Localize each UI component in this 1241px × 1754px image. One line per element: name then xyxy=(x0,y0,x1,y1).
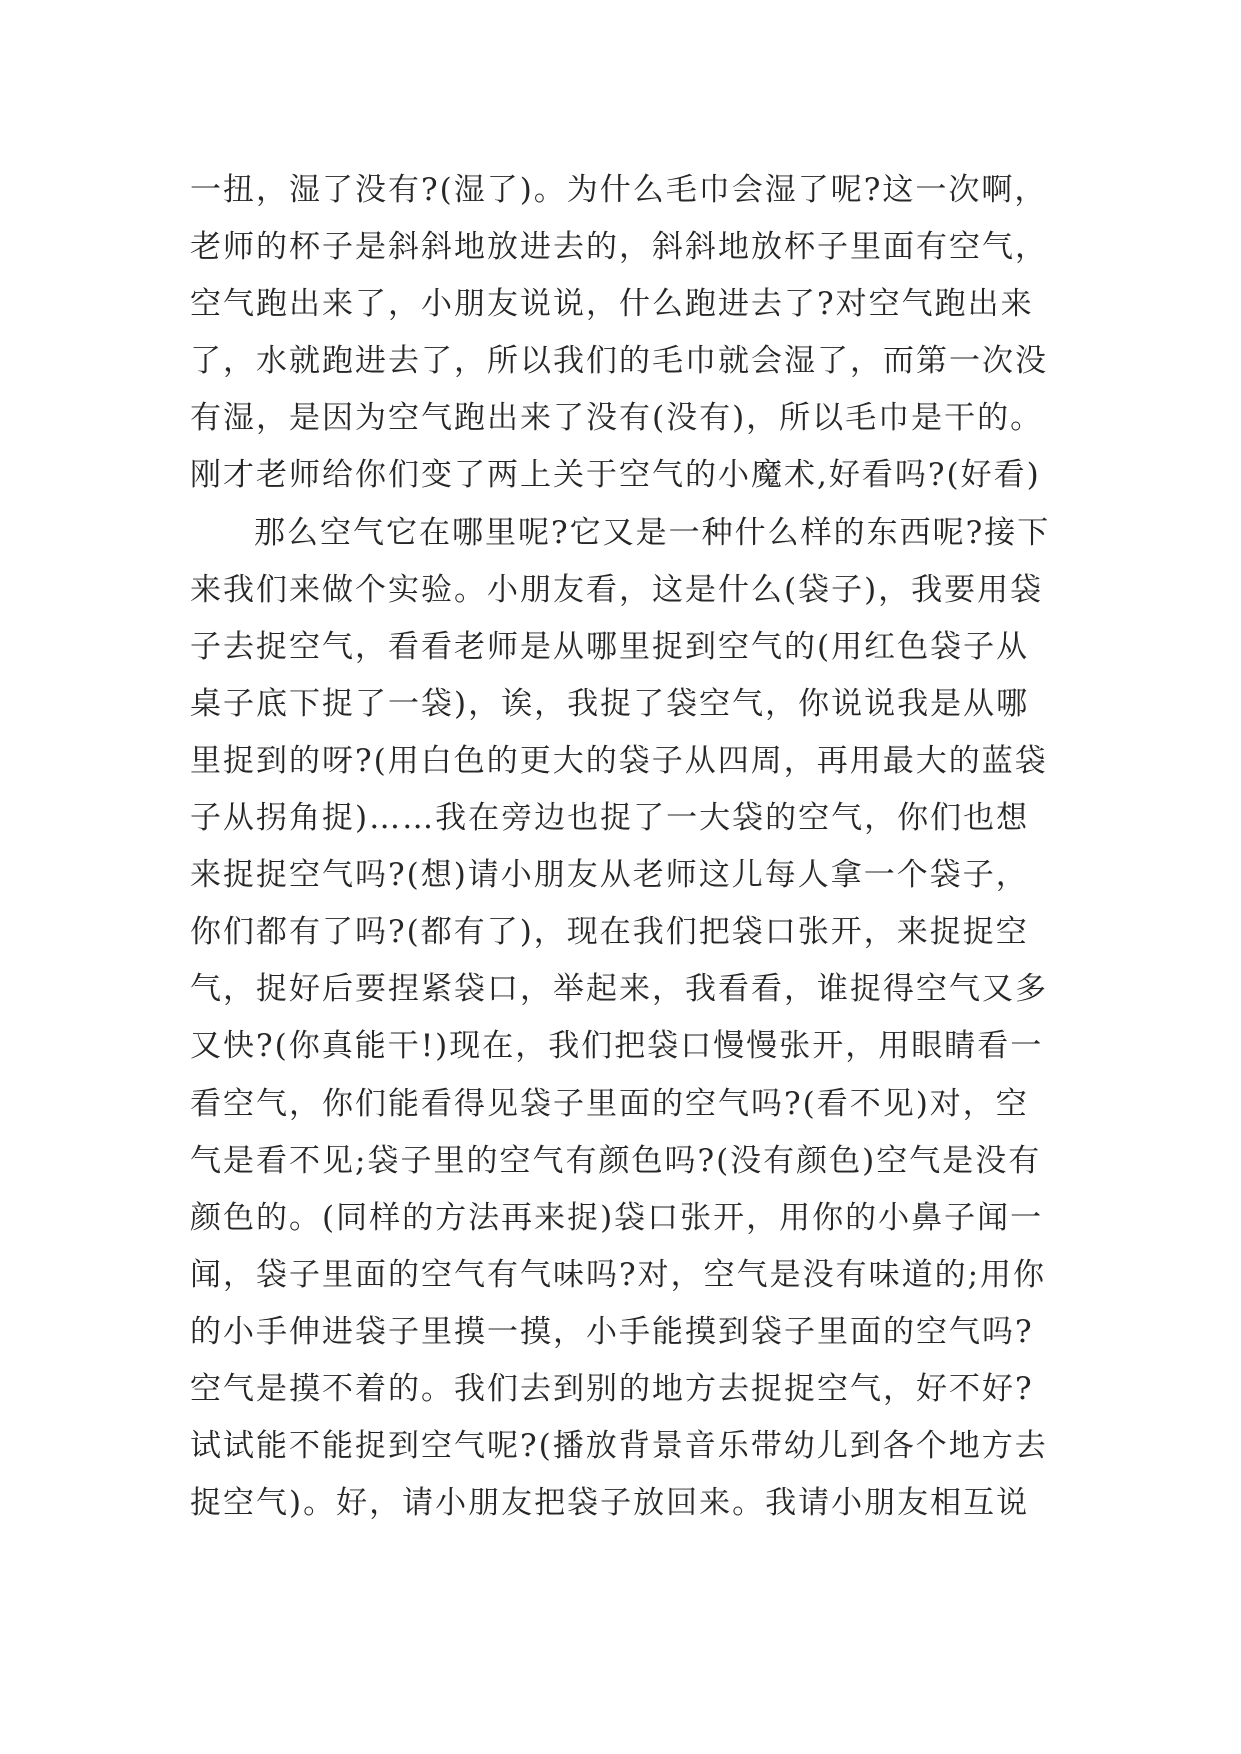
text-line: 颜色的。(同样的方法再来捉)袋口张开，用你的小鼻子闻一 xyxy=(190,1199,1044,1236)
text-line: 了，水就跑进去了，所以我们的毛巾就会湿了，而第一次没 xyxy=(190,343,1048,380)
text-line: 又快?(你真能干!)现在，我们把袋口慢慢张开，用眼睛看一 xyxy=(190,1028,1044,1065)
text-line: 来我们来做个实验。小朋友看，这是什么(袋子)，我要用袋 xyxy=(190,571,1044,608)
text-line: 看空气，你们能看得见袋子里面的空气吗?(看不见)对，空 xyxy=(190,1085,1029,1122)
text-line: 空气跑出来了，小朋友说说，什么跑进去了?对空气跑出来 xyxy=(190,286,1034,323)
text-line: 捉空气)。好，请小朋友把袋子放回来。我请小朋友相互说 xyxy=(190,1485,1030,1522)
text-line: 试试能不能捉到空气呢?(播放背景音乐带幼儿到各个地方去 xyxy=(190,1428,1048,1465)
body-text xyxy=(190,162,1050,1532)
text-line: 桌子底下捉了一袋)，诶，我捉了袋空气，你说说我是从哪 xyxy=(190,685,1030,722)
text-line: 老师的杯子是斜斜地放进去的，斜斜地放杯子里面有空气， xyxy=(190,229,1048,266)
text-line: 子去捉空气，看看老师是从哪里捉到空气的(用红色袋子从 xyxy=(190,628,1030,665)
text-line: 里捉到的呀?(用白色的更大的袋子从四周，再用最大的蓝袋 xyxy=(190,742,1048,779)
text-line: 气，捉好后要捏紧袋口，举起来，我看看，谁捉得空气又多 xyxy=(190,971,1048,1008)
text-line: 有湿，是因为空气跑出来了没有(没有)，所以毛巾是干的。 xyxy=(190,400,1044,437)
paragraph-start-line: 那么空气它在哪里呢?它又是一种什么样的东西呢?接下 xyxy=(254,514,1051,551)
text-line: 刚才老师给你们变了两上关于空气的小魔术,好看吗?(好看) xyxy=(190,457,1041,494)
text-line: 子从拐角捉)……我在旁边也捉了一大袋的空气，你们也想 xyxy=(190,800,1030,837)
text-line: 一扭，湿了没有?(湿了)。为什么毛巾会湿了呢?这一次啊， xyxy=(190,172,1048,208)
text-line: 的小手伸进袋子里摸一摸，小手能摸到袋子里面的空气吗? xyxy=(190,1313,1034,1350)
text-line: 空气是摸不着的。我们去到别的地方去捉捉空气，好不好? xyxy=(190,1370,1034,1407)
text-line: 来捉捉空气吗?(想)请小朋友从老师这儿每人拿一个袋子， xyxy=(190,857,1029,894)
text-line: 气是看不见;袋子里的空气有颜色吗?(没有颜色)空气是没有 xyxy=(190,1142,1042,1179)
text-line: 闻，袋子里面的空气有气味吗?对，空气是没有味道的;用你 xyxy=(190,1256,1047,1293)
text-line: 你们都有了吗?(都有了)，现在我们把袋口张开，来捉捉空 xyxy=(190,914,1029,951)
